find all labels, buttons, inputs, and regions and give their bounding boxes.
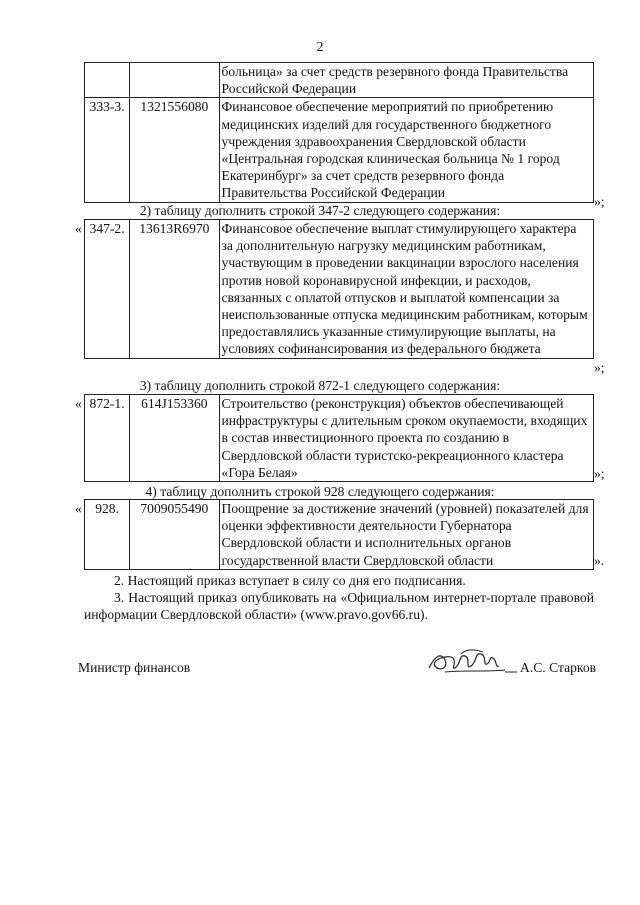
row-text: Строительство (реконструкция) объектов обеспечивающей инфраструктуры с длительным сроком окупаемости, входящих в состав инвестиционного проекта по созданию в Свердловской области туристско-рекреационного кластера «Гора Белая» [219,395,593,482]
page-number: 2 [316,40,324,55]
closing-quote: »; [594,466,605,481]
paragraph-publication: 3. Настоящий приказ опубликовать на «Официальном интернет-портале правовой информации Свердловской области» (www.pravo.gov66.ru). [84,590,594,622]
table-row [85,395,594,482]
signature-position: Министр финансов [78,660,191,675]
closing-quote: ». [594,553,605,568]
row-number: 333-3. [85,98,130,202]
section-heading: 4) таблицу дополнить строкой 928 следующего содержания: [145,484,495,499]
row-code: 1321556080 [130,98,219,202]
table-row [85,500,594,570]
row-code: 7009055490 [130,500,219,570]
row-number: 928. [85,500,130,570]
budget-table-top [84,62,594,203]
row-code: 13613R6970 [130,220,219,359]
table-row [85,220,594,359]
opening-quote: « [75,501,82,516]
closing-quote: »; [594,194,605,209]
row-code [130,63,219,98]
row-number: 872-1. [85,395,130,482]
row-text: больница» за счет средств резервного фонда Правительства Российской Федерации [219,63,593,98]
row-text: Поощрение за достижение значений (уровней) показателей для оценки эффективности деятельности Губернатора Свердловской области и исполнительных органов государственной власти Свердловской области [219,500,593,570]
signature-scribble-icon [425,646,525,678]
budget-table-row-928 [84,499,594,570]
closing-quote: »; [594,360,605,375]
row-number: 347-2. [85,220,130,359]
section-heading: 3) таблицу дополнить строкой 872-1 следующего содержания: [139,378,501,393]
budget-table-row-872-1 [84,394,594,482]
opening-quote: « [75,221,82,236]
handwritten-signature [425,646,525,683]
paragraph-effective-date: 2. Настоящий приказ вступает в силу со дня его подписания. [114,573,466,588]
row-text: Финансовое обеспечение мероприятий по приобретению медицинских изделий для государственного бюджетного учреждения здравоохранения Свердловской области «Центральная городская клиническая больница № 1 город Екатеринбург» за счет средств резервного фонда Правительства Российской Федерации [219,98,593,202]
budget-table-row-347-2 [84,219,594,359]
row-code: 614J153360 [130,395,219,482]
table-row [85,63,594,98]
opening-quote: « [75,396,82,411]
table-row [85,98,594,202]
row-number [85,63,130,98]
row-text: Финансовое обеспечение выплат стимулирующего характера за дополнительную нагрузку медицинским работникам, участвующим в проведении вакцинации взрослого населения против новой коронавирусной инфекции, и расходов, связанных с оплатой отпусков и выплатой компенсации за неиспользованные отпуска медицинским работникам, которым предоставлялись указанные стимулирующие выплаты, на условиях софинансирования из федерального бюджета [219,220,593,359]
signature-name: А.С. Старков [520,660,597,675]
section-heading: 2) таблицу дополнить строкой 347-2 следующего содержания: [139,203,501,218]
